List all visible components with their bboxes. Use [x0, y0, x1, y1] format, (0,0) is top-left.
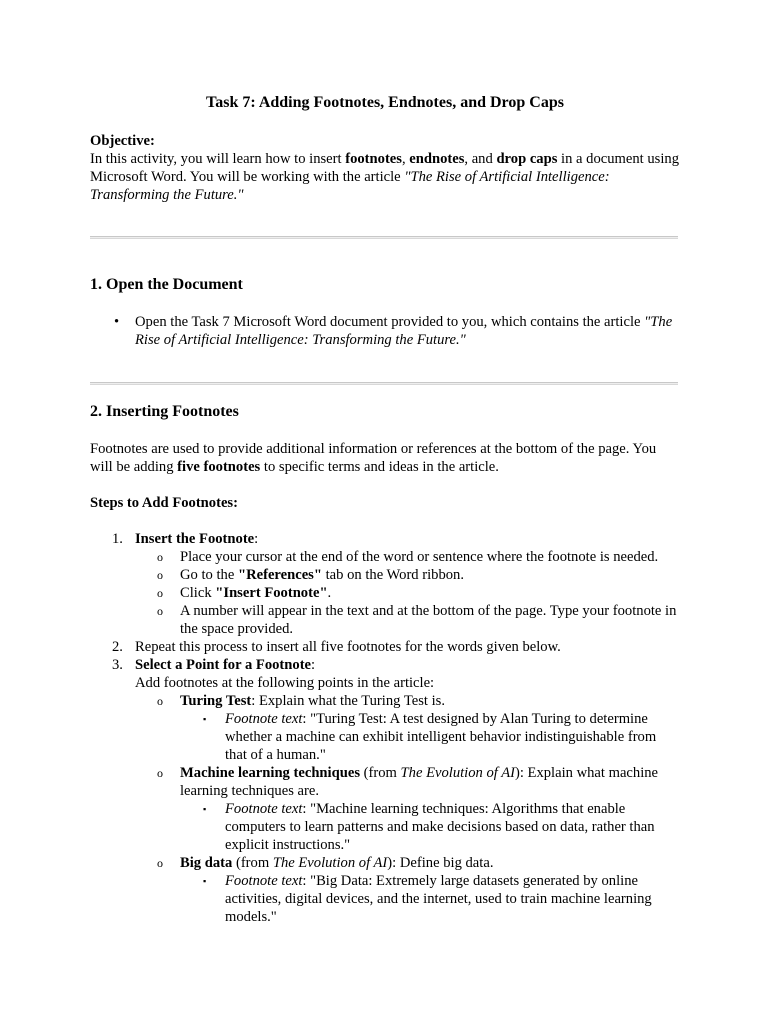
- step-3-intro-text: Add footnotes at the following points in the article:: [135, 675, 435, 691]
- objective-section: [90, 132, 680, 204]
- list-item: [90, 710, 680, 764]
- step-3: [90, 656, 680, 674]
- step-1-title: Insert the Footnote: [135, 531, 255, 547]
- objective-text-4: in a document using Microsoft Word. You will be working with the article: [90, 151, 680, 185]
- step-1-colon: :: [254, 531, 259, 547]
- point-3-term: Big data: [180, 855, 233, 871]
- section-divider-1: [90, 236, 678, 238]
- point-3-text-1: (from: [232, 855, 273, 871]
- step-1-sub-2-text: Go to the: [180, 567, 238, 583]
- square-bullet-icon: ▪: [203, 876, 207, 886]
- list-item: [90, 692, 680, 710]
- point-3-text-2: ): Define big data.: [387, 855, 494, 871]
- circle-bullet-icon: o: [157, 550, 163, 564]
- step-1-sub-1: Place your cursor at the end of the word or sentence where the footnote is needed.: [180, 549, 659, 565]
- point-3-footnote-label: Footnote text: [225, 873, 303, 889]
- point-1-term: Turing Test: [180, 693, 252, 709]
- point-2-source: The Evolution of AI: [400, 765, 515, 781]
- list-item: [90, 602, 680, 638]
- step-1-sub-4: A number will appear in the text and at the bottom of the page. Type your footnote in the space provided.: [180, 603, 677, 637]
- step-2: [90, 638, 680, 656]
- steps-list: [90, 530, 680, 926]
- circle-bullet-icon: o: [157, 766, 163, 780]
- circle-bullet-icon: o: [157, 568, 163, 582]
- objective-bold-footnotes: footnotes: [345, 151, 402, 167]
- square-bullet-icon: ▪: [203, 714, 207, 724]
- section-1-heading: 1. Open the Document: [90, 276, 243, 293]
- point-3-footnote-text: : "Big Data: Extremely large datasets generated by online activities, digital devices, and the internet, used to train machine learning models.": [225, 873, 652, 925]
- list-item: [90, 566, 680, 584]
- list-item: [90, 854, 680, 872]
- steps-label: Steps to Add Footnotes:: [90, 495, 238, 511]
- objective-article-title: "The Rise of Artificial Intelligence: Transforming the Future.": [90, 169, 610, 203]
- point-2-text-1: (from: [360, 765, 401, 781]
- step-2-number: 2.: [112, 639, 123, 655]
- step-3-title: Select a Point for a Footnote: [135, 657, 312, 673]
- objective-label: Objective:: [90, 133, 155, 149]
- step-1-sub-3-text: Click: [180, 585, 216, 601]
- point-2-footnote-text: : "Machine learning techniques: Algorithms that enable computers to learn patterns and make decisions based on data, rather than explicit instructions.": [225, 801, 655, 853]
- circle-bullet-icon: o: [157, 856, 163, 870]
- circle-bullet-icon: o: [157, 604, 163, 618]
- step-1-sub-3-text-end: .: [327, 585, 332, 601]
- step-1-number: 1.: [112, 531, 123, 547]
- section-2-intro: [90, 440, 680, 476]
- section-2-intro-text-1: Footnotes are used to provide additional information or references at the bottom of the page. You will be adding: [90, 441, 657, 475]
- section-2-intro-bold: five footnotes: [177, 459, 261, 475]
- step-3-colon: :: [311, 657, 316, 673]
- bullet-icon: •: [114, 314, 120, 330]
- step-3-intro: [90, 674, 680, 692]
- step-2-text: Repeat this process to insert all five footnotes for the words given below.: [135, 639, 561, 655]
- circle-bullet-icon: o: [157, 586, 163, 600]
- point-3-source: The Evolution of AI: [272, 855, 388, 871]
- page-title: Task 7: Adding Footnotes, Endnotes, and Drop Caps: [206, 94, 564, 111]
- step-3-number: 3.: [112, 657, 123, 673]
- square-bullet-icon: ▪: [203, 804, 207, 814]
- step-1: [90, 530, 680, 548]
- point-2-footnote-label: Footnote text: [225, 801, 303, 817]
- section-1-bullet-list: [90, 313, 680, 349]
- circle-bullet-icon: o: [157, 694, 163, 708]
- list-item: [90, 548, 680, 566]
- objective-text-3: , and: [464, 151, 497, 167]
- list-item: [90, 872, 680, 926]
- section-1-article-title: "The Rise of Artificial Intelligence: Transforming the Future.": [135, 314, 673, 348]
- objective-text-1: In this activity, you will learn how to insert: [90, 151, 346, 167]
- section-2-intro-text-2: to specific terms and ideas in the article.: [260, 459, 499, 475]
- references-tab-name: "References": [237, 567, 322, 583]
- section-divider-2: [90, 382, 678, 384]
- point-1-footnote-text: : "Turing Test: A test designed by Alan Turing to determine whether a machine can exhibit intelligent behavior indistinguishable from that of a human.": [225, 711, 657, 763]
- insert-footnote-name: "Insert Footnote": [215, 585, 328, 601]
- objective-bold-drop-caps: drop caps: [496, 151, 558, 167]
- list-item: [90, 313, 680, 349]
- list-item: [90, 800, 680, 854]
- point-1-text: : Explain what the Turing Test is.: [251, 693, 445, 709]
- objective-bold-endnotes: endnotes: [409, 151, 465, 167]
- point-1-footnote-label: Footnote text: [225, 711, 303, 727]
- objective-paragraph: [90, 150, 680, 204]
- point-2-term: Machine learning techniques: [180, 765, 360, 781]
- list-item: [90, 584, 680, 602]
- section-2-heading: 2. Inserting Footnotes: [90, 403, 239, 420]
- point-2-text-2: ): Explain what machine learning techniques are.: [180, 765, 659, 799]
- objective-text-2: ,: [401, 151, 410, 167]
- step-1-sub-2-text-end: tab on the Word ribbon.: [321, 567, 465, 583]
- section-1-text: Open the Task 7 Microsoft Word document provided to you, which contains the article: [135, 314, 645, 330]
- list-item: [90, 764, 680, 800]
